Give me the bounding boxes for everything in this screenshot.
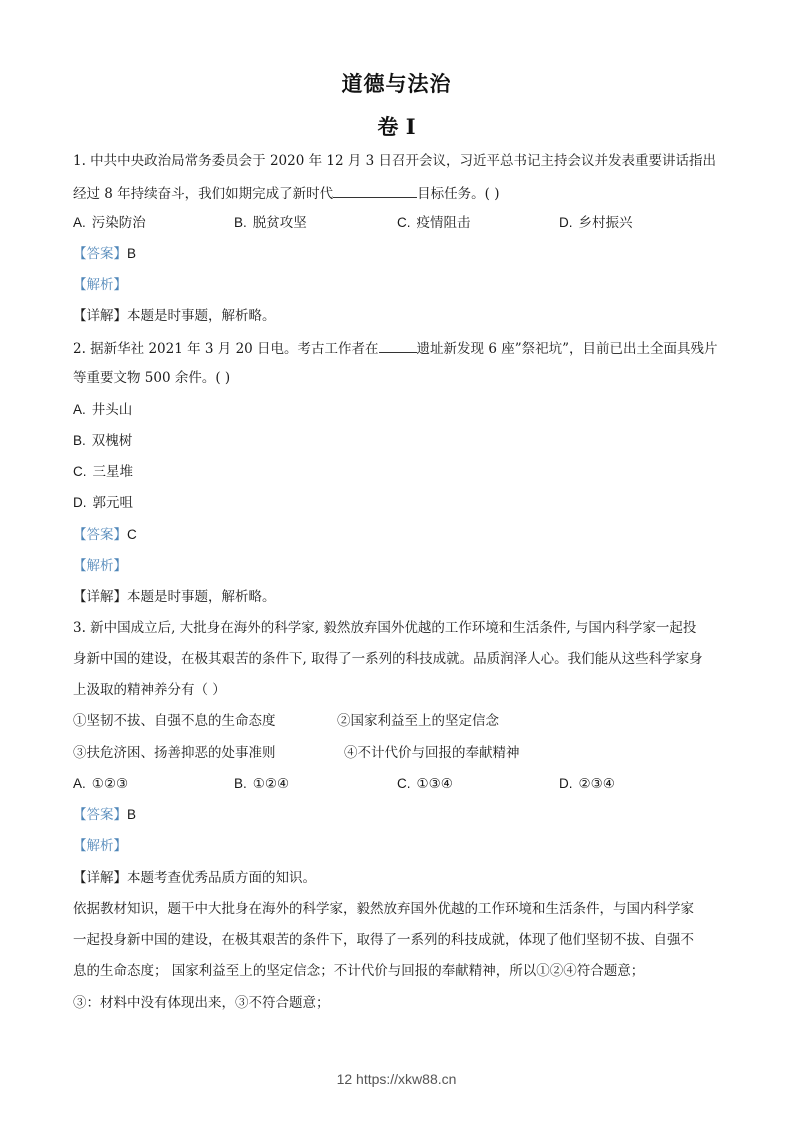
q2-stem-line-1: 2. 据新华社 2021 年 3 月 20 日电。考古工作者在 遗址新发现 6 座”祭祀坑”，目前已出土全面具残片 (73, 338, 718, 358)
q1-answer (73, 245, 136, 263)
q1-analysis-label: 【解析】 (73, 277, 127, 293)
q3-option-c: C. ①③④ (397, 776, 453, 792)
q2-option-c: C. 三星堆 (73, 464, 133, 480)
q1-option-b: B. 脱贫攻坚 (234, 215, 307, 231)
q3-stem-line-1: 3. 新中国成立后, 大批身在海外的科学家, 毅然放弃国外优越的工作环境和生活条件, 与国内科学家一起投 (73, 620, 697, 636)
q2-detail: 【详解】本题是时事题，解析略。 (73, 589, 276, 605)
q3-stem-line-3: 上汲取的精神养分有（ ） (73, 682, 226, 698)
q3-stem-line-2: 身新中国的建设，在极其艰苦的条件下, 取得了一系列的科技成就。品质润泽人心。我们能从这些科学家身 (73, 651, 703, 667)
q3-option-a: A. ①②③ (73, 776, 129, 792)
q2-option-b: B. 双槐树 (73, 433, 133, 449)
q3-option-d: D. ②③④ (559, 776, 615, 792)
q3-explanation-line-3: 息的生命态度； 国家利益至上的坚定信念；不计代价与回报的奉献精神，所以①②④符合题意； (73, 963, 645, 979)
q1-option-a: A. 污染防治 (73, 215, 146, 231)
q3-answer: 【答案】B (73, 807, 137, 823)
q3-explanation-line-4: ③：材料中没有体现出来，③不符合题意； (73, 995, 330, 1011)
q2-analysis-label: 【解析】 (73, 558, 127, 574)
q1-option-d: D. 乡村振兴 (559, 215, 633, 231)
q3-explanation-line-1: 依据教材知识，题干中大批身在海外的科学家，毅然放弃国外优越的工作环境和生活条件，与国内科学家 (73, 901, 694, 917)
q2-stem-line-2: 等重要文物 500 余件。( ) (73, 370, 231, 386)
q2-answer: 【答案】C (73, 527, 137, 543)
q1-option-c: C. 疫情阻击 (397, 215, 471, 231)
section-title: 卷 I (377, 114, 416, 139)
q1-stem-after-blank: 目标任务。( ) (417, 186, 500, 202)
page-footer: 12 https://xkw88.cn (336, 1071, 457, 1087)
q2-answer-value: C (127, 527, 137, 542)
q3-statement-1: ①坚韧不拔、自强不息的生命态度 (73, 713, 276, 729)
q3-statement-3: ③扶危济困、扬善抑恶的处事准则 (73, 745, 276, 761)
document-title: 道德与法治 (341, 71, 452, 96)
q2-option-a: A. 井头山 (73, 402, 133, 418)
q3-analysis-label: 【解析】 (73, 838, 127, 854)
detail-label: 【详解】 (73, 308, 127, 324)
q3-answer-value: B (127, 807, 137, 822)
q2-fill-blank (379, 338, 417, 353)
q3-statement-4: ④不计代价与回报的奉献精神 (344, 745, 520, 761)
q1-detail: 【详解】本题是时事题，解析略。 (73, 308, 276, 324)
q3-detail: 【详解】本题考查优秀品质方面的知识。 (73, 870, 316, 886)
q1-stem-before-blank: 经过 8 年持续奋斗，我们如期完成了新时代 (73, 186, 334, 202)
q1-fill-blank (333, 183, 417, 198)
q3-option-b: B. ①②④ (234, 776, 290, 792)
answer-label: 【答案】 (73, 246, 127, 262)
q1-answer-value: B (127, 246, 137, 261)
q3-explanation-line-2: 一起投身新中国的建设，在极其艰苦的条件下，取得了一系列的科技成就，体现了他们坚韧不拔、自强不 (73, 932, 694, 948)
q2-option-d: D. 郭元咀 (73, 495, 133, 511)
q3-statement-2: ②国家利益至上的坚定信念 (337, 713, 499, 729)
q1-stem-line-1: 1. 中共中央政治局常务委员会于 2020 年 12 月 3 日召开会议，习近平总书记主持会议并发表重要讲话指出 (73, 153, 717, 169)
q1-stem-line-2 (73, 183, 500, 203)
